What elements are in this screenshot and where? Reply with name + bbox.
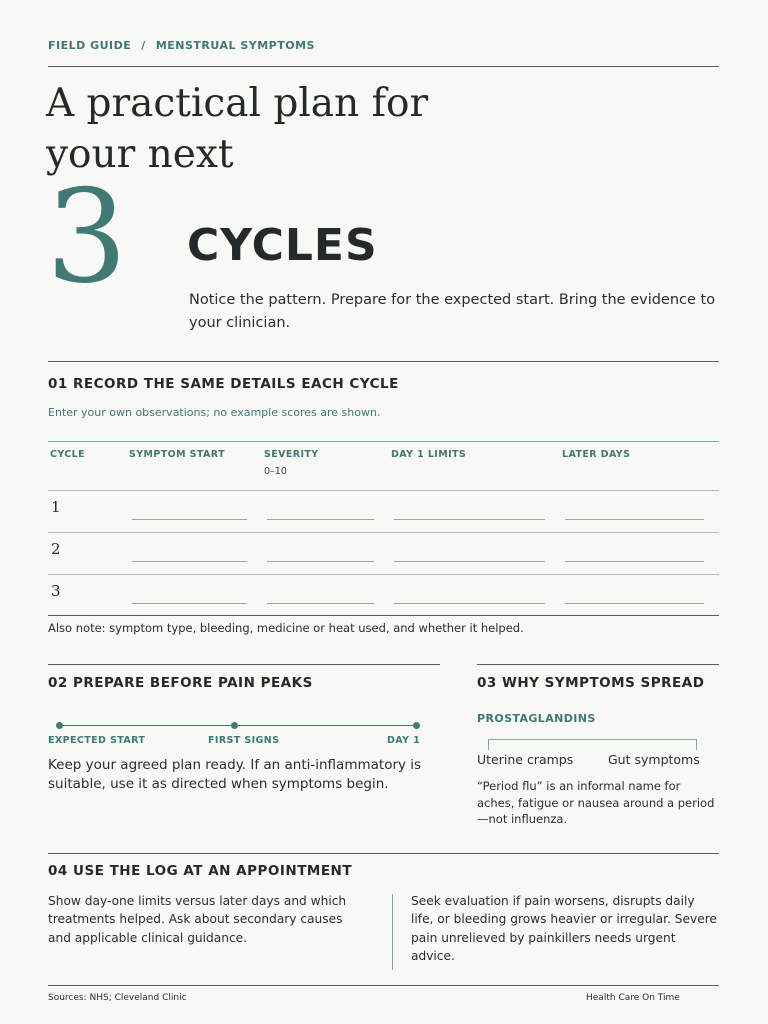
hero-lede: Notice the pattern. Prepare for the expected start. Bring the evidence to your clinician. — [189, 292, 716, 331]
section3-body: “Period flu” is an informal name for aches, fatigue or nausea around a period—not influenza. — [477, 779, 715, 826]
footer-divider — [48, 985, 719, 986]
section2-body: Keep your agreed plan ready. If an anti-inflammatory is suitable, use it as directed when symptoms begin. — [48, 757, 422, 792]
section1-instruction: Enter your own observations; no example scores are shown. — [48, 406, 381, 419]
log-note: Also note: symptom type, bleeding, medicine or heat used, and whether it helped. — [48, 621, 524, 635]
section4-title: 04 USE THE LOG AT AN APPOINTMENT — [48, 863, 353, 879]
column-divider — [392, 894, 393, 970]
row-number: 3 — [51, 582, 61, 600]
hero-word: CYCLES — [187, 220, 378, 271]
column-header-day1-limits: DAY 1 LIMITS — [391, 449, 467, 460]
effect-gut-symptoms: Gut symptoms — [608, 752, 700, 767]
row-divider — [48, 574, 719, 575]
breadcrumb-section[interactable]: FIELD GUIDE — [48, 39, 132, 52]
severity-field[interactable] — [267, 603, 374, 604]
log-table-top-rule — [48, 441, 719, 442]
symptom-start-field[interactable] — [132, 561, 247, 562]
section3-title: 03 WHY SYMPTOMS SPREAD — [477, 675, 705, 691]
severity-field[interactable] — [267, 519, 374, 520]
breadcrumb — [48, 39, 315, 52]
day1-limits-field[interactable] — [394, 603, 545, 604]
timeline-label-day1: DAY 1 — [387, 735, 421, 746]
prostaglandins-label: PROSTAGLANDINS — [477, 712, 596, 725]
timeline-dot — [56, 722, 63, 729]
footer-brand[interactable]: Health Care On Time — [586, 993, 680, 1003]
day1-limits-field[interactable] — [394, 561, 545, 562]
section4-right-text: Seek evaluation if pain worsens, disrupts daily life, or bleeding grows heavier or irregular. Severe pain unrelieved by painkillers needs urgent advice. — [411, 894, 717, 963]
column-header-cycle: CYCLE — [50, 449, 86, 460]
later-days-field[interactable] — [565, 519, 704, 520]
hero-number: 3 — [46, 163, 128, 312]
column-header-symptom-start: SYMPTOM START — [129, 449, 225, 460]
effect-uterine-cramps: Uterine cramps — [477, 752, 574, 767]
timeline-label-first-signs: FIRST SIGNS — [208, 735, 280, 746]
breadcrumb-separator: / — [141, 39, 146, 52]
day1-limits-field[interactable] — [394, 519, 545, 520]
section4-divider — [48, 853, 719, 854]
row-divider — [48, 532, 719, 533]
branch-bracket — [488, 739, 697, 750]
symptom-start-field[interactable] — [132, 603, 247, 604]
later-days-field[interactable] — [565, 561, 704, 562]
section3-divider — [477, 664, 719, 665]
severity-scale: 0–10 — [264, 466, 287, 477]
timeline-label-expected-start: EXPECTED START — [48, 735, 146, 746]
row-number: 2 — [51, 540, 61, 558]
section4-left-text: Show day-one limits versus later days and which treatments helped. Ask about secondary causes and applicable clinical guidance. — [48, 894, 347, 945]
section1-title: 01 RECORD THE SAME DETAILS EACH CYCLE — [48, 376, 399, 392]
header-divider — [48, 66, 719, 67]
severity-field[interactable] — [267, 561, 374, 562]
symptom-start-field[interactable] — [132, 519, 247, 520]
timeline-line — [60, 725, 417, 726]
row-divider — [48, 490, 719, 491]
breadcrumb-topic[interactable]: MENSTRUAL SYMPTOMS — [155, 39, 315, 52]
timeline-dot — [413, 722, 420, 729]
section1-divider — [48, 361, 719, 362]
column-header-later-days: LATER DAYS — [562, 449, 631, 460]
later-days-field[interactable] — [565, 603, 704, 604]
log-table-bottom-rule — [48, 615, 719, 616]
row-number: 1 — [51, 498, 61, 516]
section2-title: 02 PREPARE BEFORE PAIN PEAKS — [48, 675, 313, 691]
section2-divider — [48, 664, 440, 665]
page-headline: A practical plan for your next — [46, 81, 429, 177]
footer-sources: Sources: NHS; Cleveland Clinic — [48, 993, 187, 1003]
column-header-severity: SEVERITY — [264, 449, 319, 460]
timeline-dot — [231, 722, 238, 729]
